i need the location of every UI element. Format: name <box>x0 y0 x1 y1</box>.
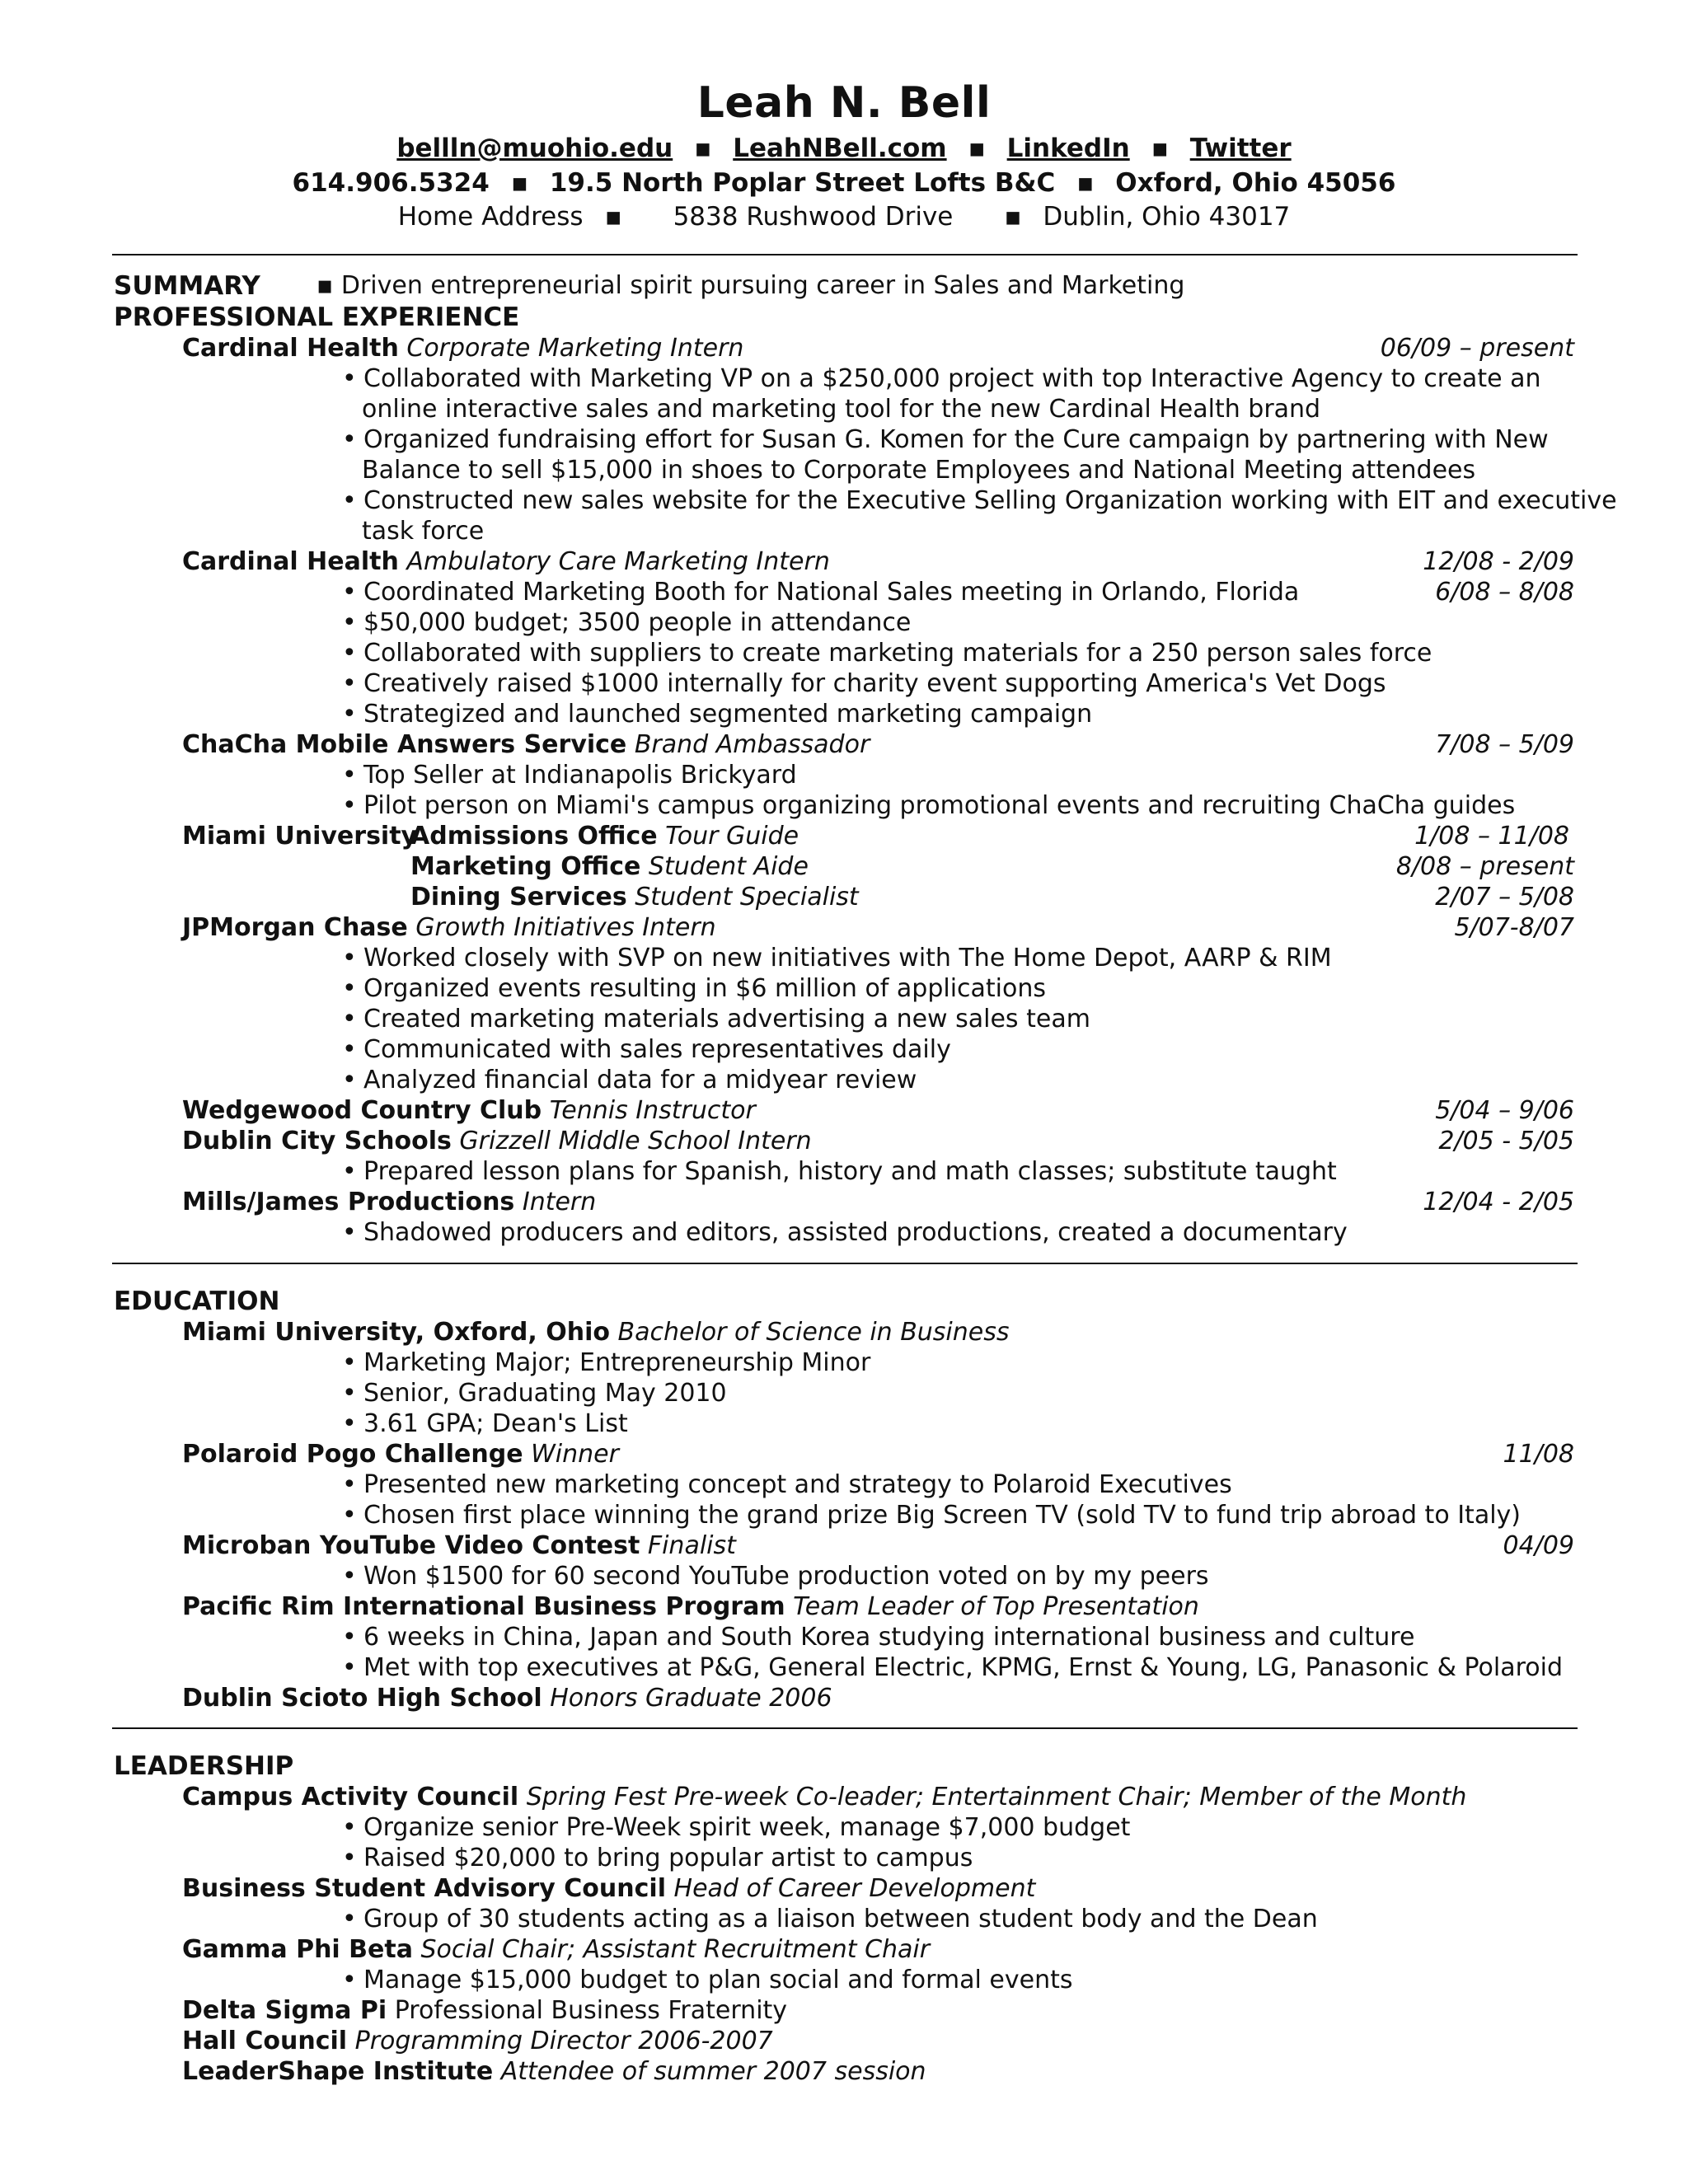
email-link[interactable]: bellln@muohio.edu <box>396 134 673 163</box>
job-title-line <box>0 1126 1688 1157</box>
job-title-line <box>0 912 1688 944</box>
bullet-item: • Top Seller at Indianapolis Brickyard <box>342 761 797 790</box>
bullet-text: Constructed new sales website for the Executive Selling Organization working with EIT and executive <box>363 486 1617 515</box>
job-org: Wedgewood Country Club <box>182 1096 542 1125</box>
education-title-line <box>0 1439 1688 1470</box>
bullet-text: Shadowed producers and editors, assisted productions, created a documentary <box>363 1218 1348 1247</box>
bullet-item: • 6 weeks in China, Japan and South Korea studying international business and culture <box>342 1623 1415 1652</box>
job-title-line <box>0 851 1688 883</box>
bullet-text: Pilot person on Miami's campus organizing promotional events and recruiting ChaCha guides <box>363 791 1516 820</box>
bullet-item: • Presented new marketing concept and strategy to Polaroid Executives <box>342 1470 1232 1499</box>
education-title-line <box>0 1683 1688 1714</box>
bullet-text: $50,000 budget; 3500 people in attendance <box>363 608 912 637</box>
bullet-text: Balance to sell $15,000 in shoes to Corporate Employees and National Meeting attendees <box>362 456 1476 485</box>
bullet-text: online interactive sales and marketing tool for the new Cardinal Health brand <box>362 395 1321 424</box>
job-department: Admissions Office <box>410 822 658 851</box>
bullet-text: Organized events resulting in $6 million of applications <box>363 974 1047 1003</box>
job-date: 5/07-8/07 <box>1454 913 1574 942</box>
bullet-text: Met with top executives at P&G, General Electric, KPMG, Ernst & Young, LG, Panasonic & Polaroid <box>363 1653 1563 1682</box>
bullet-text: Prepared lesson plans for Spanish, history and math classes; substitute taught <box>363 1157 1337 1186</box>
bullet-item: • Analyzed financial data for a midyear review <box>342 1066 917 1094</box>
separator: ▪ <box>1151 134 1169 163</box>
program-role: Team Leader of Top Presentation <box>793 1592 1199 1621</box>
summary-heading: SUMMARY <box>114 271 260 301</box>
bullet-item: • Communicated with sales representatives daily <box>342 1035 951 1064</box>
bullet-text: 6 weeks in China, Japan and South Korea studying international business and culture <box>363 1623 1415 1652</box>
bullet-text: Collaborated with suppliers to create marketing materials for a 250 person sales force <box>363 639 1432 668</box>
separator: ▪ <box>604 202 622 232</box>
bullet-text: Won $1500 for 60 second YouTube production voted on by my peers <box>363 1562 1209 1591</box>
job-role: Ambulatory Care Marketing Intern <box>406 547 830 576</box>
bullet-date: 6/08 – 8/08 <box>1435 578 1574 607</box>
leadership-role: Programming Director 2006-2007 <box>354 2027 773 2055</box>
leadership-org: Business Student Advisory Council <box>182 1874 666 1903</box>
bullet-item: • Marketing Major; Entrepreneurship Minor <box>342 1348 871 1377</box>
section-divider <box>112 1263 1578 1264</box>
job-title-line <box>0 333 1688 364</box>
leadership-heading-line <box>0 1750 1688 1782</box>
bullet-item: • Strategized and launched segmented marketing campaign <box>342 700 1093 729</box>
home-label: Home Address <box>397 202 584 232</box>
bullet-text: Marketing Major; Entrepreneurship Minor <box>363 1348 871 1377</box>
separator: ▪ <box>510 168 528 198</box>
leadership-role: Attendee of summer 2007 session <box>500 2057 926 2086</box>
bullet-text: Presented new marketing concept and strategy to Polaroid Executives <box>363 1470 1232 1499</box>
bullet-item: • 3.61 GPA; Dean's List <box>342 1409 628 1438</box>
linkedin-link[interactable]: LinkedIn <box>1006 134 1130 163</box>
bullet-text: Strategized and launched segmented marketing campaign <box>363 700 1093 729</box>
experience-heading: PROFESSIONAL EXPERIENCE <box>114 302 520 332</box>
school-honor: Honors Graduate 2006 <box>550 1684 832 1713</box>
bullet-item: • Raised $20,000 to bring popular artist to campus <box>342 1844 973 1872</box>
separator: ▪ <box>1076 168 1095 198</box>
job-title-line <box>0 821 1688 852</box>
home-city: Dublin, Ohio 43017 <box>1043 202 1291 232</box>
school-address-line <box>0 168 1688 198</box>
separator: ▪ <box>694 134 712 163</box>
bullet-text: task force <box>362 517 485 546</box>
school-name: Dublin Scioto High School <box>182 1684 542 1713</box>
job-date: 12/04 - 2/05 <box>1423 1188 1574 1216</box>
home-address-line <box>0 202 1688 232</box>
education-title-line <box>0 1591 1688 1623</box>
award-role: Finalist <box>647 1531 736 1560</box>
school-name: Miami University, Oxford, Ohio <box>182 1318 610 1347</box>
bullet-item: • Coordinated Marketing Booth for National Sales meeting in Orlando, Florida 6/08 – 8/08 <box>342 578 1574 607</box>
leadership-role: Spring Fest Pre-week Co-leader; Entertainment Chair; Member of the Month <box>526 1783 1467 1811</box>
bullet-item: • $50,000 budget; 3500 people in attendance <box>342 608 912 637</box>
bullet-item: • Constructed new sales website for the Executive Selling Organization working with EIT and executive <box>342 486 1617 515</box>
bullet-text: Chosen first place winning the grand prize Big Screen TV (sold TV to fund trip abroad to Italy) <box>363 1501 1521 1530</box>
bullet-text: Top Seller at Indianapolis Brickyard <box>363 761 797 790</box>
education-title-line <box>0 1317 1688 1348</box>
leadership-title-line <box>0 2026 1688 2057</box>
bullet-item: • Organize senior Pre-Week spirit week, manage $7,000 budget <box>342 1813 1131 1842</box>
bullet-text: Collaborated with Marketing VP on a $250,000 project with top Interactive Agency to create an <box>363 364 1541 393</box>
bullet-item: • Shadowed producers and editors, assisted productions, created a documentary <box>342 1218 1348 1247</box>
job-title-line <box>0 1095 1688 1127</box>
award-role: Winner <box>531 1440 619 1469</box>
bullet-item: • Met with top executives at P&G, General Electric, KPMG, Ernst & Young, LG, Panasonic & Polaroid <box>342 1653 1563 1682</box>
education-title-line <box>0 1530 1688 1562</box>
bullet-item: • Created marketing materials advertising a new sales team <box>342 1005 1090 1033</box>
job-date: 1/08 – 11/08 <box>1414 822 1569 851</box>
job-org: Miami University <box>182 822 418 851</box>
bullet-continuation <box>0 394 1688 425</box>
leadership-title-line <box>0 1934 1688 1966</box>
bullet-continuation <box>0 516 1688 547</box>
bullet-text: Worked closely with SVP on new initiatives with The Home Depot, AARP & RIM <box>363 944 1332 972</box>
job-role: Grizzell Middle School Intern <box>459 1127 812 1155</box>
education-heading: EDUCATION <box>114 1286 280 1316</box>
bullet-item: • Creatively raised $1000 internally for charity event supporting America's Vet Dogs <box>342 669 1386 698</box>
bullet-text: Raised $20,000 to bring popular artist to campus <box>363 1844 973 1872</box>
job-date: 2/05 - 5/05 <box>1438 1127 1574 1155</box>
bullet-text: Analyzed financial data for a midyear review <box>363 1066 917 1094</box>
job-date: 8/08 – present <box>1395 852 1574 881</box>
bullet-item: • Chosen first place winning the grand prize Big Screen TV (sold TV to fund trip abroad to Italy) <box>342 1501 1521 1530</box>
leadership-org: Gamma Phi Beta <box>182 1935 413 1964</box>
job-role: Student Specialist <box>635 883 859 912</box>
job-date: 7/08 – 5/09 <box>1435 730 1574 759</box>
bullet-item: • Won $1500 for 60 second YouTube production voted on by my peers <box>342 1562 1209 1591</box>
separator: ▪ <box>1004 202 1022 232</box>
website-link[interactable]: LeahNBell.com <box>733 134 947 163</box>
home-street: 5838 Rushwood Drive <box>673 202 954 232</box>
leadership-heading: LEADERSHIP <box>114 1751 294 1781</box>
separator: ▪ <box>968 134 986 163</box>
experience-heading-line <box>0 302 1688 333</box>
award-name: Microban YouTube Video Contest <box>182 1531 640 1560</box>
bullet-item: • Group of 30 students acting as a liaison between student body and the Dean <box>342 1905 1318 1933</box>
job-department: Marketing Office <box>410 852 641 881</box>
job-role: Intern <box>522 1188 597 1216</box>
leadership-title-line <box>0 1873 1688 1905</box>
twitter-link[interactable]: Twitter <box>1189 134 1292 163</box>
job-role: Student Aide <box>648 852 809 881</box>
summary-text: ▪ Driven entrepreneurial spirit pursuing career in Sales and Marketing <box>316 271 1185 300</box>
job-department: Dining Services <box>410 883 627 912</box>
bullet-text: Created marketing materials advertising a new sales team <box>363 1005 1090 1033</box>
leadership-org: Delta Sigma Pi <box>182 1996 387 2025</box>
bullet-text: Organize senior Pre-Week spirit week, manage $7,000 budget <box>363 1813 1131 1842</box>
section-divider <box>112 254 1578 255</box>
bullet-text: Manage $15,000 budget to plan social and formal events <box>363 1966 1073 1994</box>
job-title-line <box>0 882 1688 913</box>
job-org: Cardinal Health <box>182 547 399 576</box>
job-title-line <box>0 546 1688 578</box>
bullet-item: • Senior, Graduating May 2010 <box>342 1379 727 1408</box>
leadership-role: Social Chair; Assistant Recruitment Chair <box>420 1935 931 1964</box>
award-date: 11/08 <box>1503 1440 1574 1469</box>
bullet-item: • Pilot person on Miami's campus organizing promotional events and recruiting ChaCha guides <box>342 791 1516 820</box>
job-date: 12/08 - 2/09 <box>1423 547 1574 576</box>
job-org: Dublin City Schools <box>182 1127 452 1155</box>
bullet-item: • Organized fundraising effort for Susan G. Komen for the Cure campaign by partnering with New <box>342 425 1549 454</box>
leadership-org: Campus Activity Council <box>182 1783 519 1811</box>
job-org: ChaCha Mobile Answers Service <box>182 730 627 759</box>
bullet-item: • Collaborated with suppliers to create marketing materials for a 250 person sales force <box>342 639 1432 668</box>
job-role: Corporate Marketing Intern <box>406 334 744 363</box>
section-divider <box>112 1727 1578 1729</box>
leadership-title-line <box>0 1782 1688 1813</box>
bullet-text: 3.61 GPA; Dean's List <box>363 1409 628 1438</box>
job-date: 06/09 – present <box>1380 334 1574 363</box>
job-title-line <box>0 729 1688 761</box>
bullet-continuation <box>0 455 1688 486</box>
bullet-item: • Collaborated with Marketing VP on a $250,000 project with top Interactive Agency to create an <box>342 364 1541 393</box>
job-title-line <box>0 1187 1688 1218</box>
phone-number: 614.906.5324 <box>292 168 490 198</box>
school-city: Oxford, Ohio 45056 <box>1115 168 1396 198</box>
contact-links-line <box>0 134 1688 163</box>
degree: Bachelor of Science in Business <box>617 1318 1010 1347</box>
bullet-item: • Worked closely with SVP on new initiatives with The Home Depot, AARP & RIM <box>342 944 1332 972</box>
job-role: Brand Ambassador <box>634 730 870 759</box>
leadership-role: Professional Business Fraternity <box>394 1996 788 2025</box>
job-org: Mills/James Productions <box>182 1188 515 1216</box>
job-date: 5/04 – 9/06 <box>1435 1096 1574 1125</box>
bullet-text: Coordinated Marketing Booth for National Sales meeting in Orlando, Florida <box>363 578 1300 607</box>
bullet-text: Creatively raised $1000 internally for charity event supporting America's Vet Dogs <box>363 669 1386 698</box>
job-date: 2/07 – 5/08 <box>1435 883 1574 912</box>
school-address: 19.5 North Poplar Street Lofts B&C <box>549 168 1056 198</box>
bullet-text: Senior, Graduating May 2010 <box>363 1379 727 1408</box>
bullet-item: • Manage $15,000 budget to plan social and formal events <box>342 1966 1073 1994</box>
bullet-text: Group of 30 students acting as a liaison between student body and the Dean <box>363 1905 1318 1933</box>
summary-line <box>0 270 1688 302</box>
leadership-role: Head of Career Development <box>673 1874 1036 1903</box>
award-name: Polaroid Pogo Challenge <box>182 1440 523 1469</box>
job-org: Cardinal Health <box>182 334 399 363</box>
job-role: Tour Guide <box>665 822 799 851</box>
leadership-title-line <box>0 2056 1688 2088</box>
bullet-item: • Prepared lesson plans for Spanish, history and math classes; substitute taught <box>342 1157 1337 1186</box>
education-heading-line <box>0 1286 1688 1317</box>
job-role: Growth Initiatives Intern <box>415 913 716 942</box>
bullet-text: Communicated with sales representatives daily <box>363 1035 951 1064</box>
program-name: Pacific Rim International Business Program <box>182 1592 785 1621</box>
leadership-title-line <box>0 1995 1688 2027</box>
bullet-item: • Organized events resulting in $6 million of applications <box>342 974 1047 1003</box>
leadership-org: LeaderShape Institute <box>182 2057 494 2086</box>
job-org: JPMorgan Chase <box>182 913 408 942</box>
award-date: 04/09 <box>1503 1531 1574 1560</box>
job-role: Tennis Instructor <box>549 1096 756 1125</box>
bullet-text: Organized fundraising effort for Susan G. Komen for the Cure campaign by partnering with New <box>363 425 1549 454</box>
leadership-org: Hall Council <box>182 2027 348 2055</box>
resume-name: Leah N. Bell <box>696 78 992 128</box>
